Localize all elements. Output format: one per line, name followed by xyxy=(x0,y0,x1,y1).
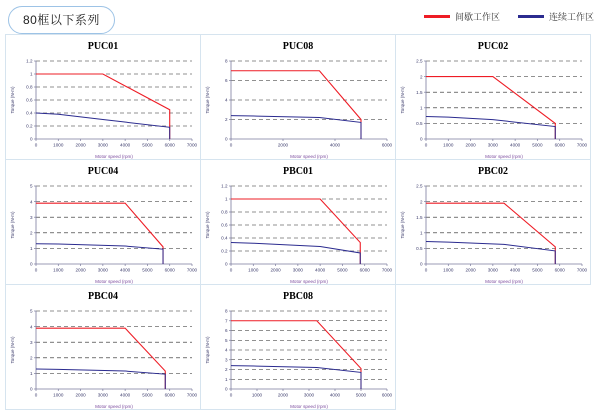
chart-plot xyxy=(201,178,397,286)
svg-text:0.5: 0.5 xyxy=(416,246,423,252)
svg-text:0: 0 xyxy=(229,142,233,148)
svg-text:0: 0 xyxy=(29,386,33,392)
svg-text:2.5: 2.5 xyxy=(416,58,423,64)
svg-text:8: 8 xyxy=(224,58,228,64)
svg-text:7000: 7000 xyxy=(381,267,393,273)
svg-text:4000: 4000 xyxy=(329,142,341,148)
svg-text:6: 6 xyxy=(224,78,228,84)
svg-text:0: 0 xyxy=(34,142,38,148)
svg-text:4: 4 xyxy=(29,199,33,205)
svg-text:Motor speed (rpm): Motor speed (rpm) xyxy=(485,279,523,284)
chart-grid xyxy=(6,34,594,409)
svg-text:1000: 1000 xyxy=(443,267,454,273)
chart-cell xyxy=(5,284,201,410)
svg-text:1: 1 xyxy=(419,230,423,236)
svg-text:4000: 4000 xyxy=(120,392,131,398)
chart-cell xyxy=(200,284,396,410)
svg-text:6000: 6000 xyxy=(164,267,175,273)
svg-text:2000: 2000 xyxy=(75,142,86,148)
svg-text:1.2: 1.2 xyxy=(221,183,228,189)
svg-text:Torque (N-m): Torque (N-m) xyxy=(205,86,210,114)
svg-text:1.5: 1.5 xyxy=(416,89,423,95)
svg-text:0.4: 0.4 xyxy=(26,110,33,116)
svg-text:2: 2 xyxy=(29,230,33,236)
svg-text:2.5: 2.5 xyxy=(416,183,423,189)
svg-text:Motor speed (rpm): Motor speed (rpm) xyxy=(290,154,328,159)
svg-text:1: 1 xyxy=(29,71,33,77)
svg-text:4000: 4000 xyxy=(315,267,326,273)
svg-text:2000: 2000 xyxy=(277,392,289,398)
svg-text:4000: 4000 xyxy=(120,142,131,148)
svg-text:0: 0 xyxy=(224,136,228,142)
svg-text:6000: 6000 xyxy=(359,267,370,273)
page-title: 80框以下系列 xyxy=(8,6,115,34)
svg-text:1000: 1000 xyxy=(251,392,263,398)
chart-title: PUC04 xyxy=(87,166,119,177)
svg-text:2000: 2000 xyxy=(75,267,86,273)
svg-text:1: 1 xyxy=(29,246,33,252)
legend-swatch-continuous xyxy=(518,15,544,18)
svg-text:1: 1 xyxy=(419,105,423,111)
svg-text:2: 2 xyxy=(419,74,423,80)
svg-text:5000: 5000 xyxy=(355,392,367,398)
svg-text:4000: 4000 xyxy=(510,142,521,148)
svg-text:3000: 3000 xyxy=(303,392,315,398)
chart-title: PBC02 xyxy=(478,166,508,177)
svg-text:0.4: 0.4 xyxy=(221,235,228,241)
svg-text:Torque (N-m): Torque (N-m) xyxy=(10,86,15,114)
svg-text:3000: 3000 xyxy=(97,267,108,273)
svg-text:3000: 3000 xyxy=(97,142,108,148)
chart-plot xyxy=(6,303,202,411)
chart-cell xyxy=(200,159,396,285)
svg-text:2: 2 xyxy=(419,199,423,205)
chart-plot xyxy=(201,303,397,411)
svg-text:Motor speed (rpm): Motor speed (rpm) xyxy=(95,279,133,284)
chart-plot xyxy=(396,53,592,161)
chart-plot xyxy=(396,178,592,286)
svg-text:Motor speed (rpm): Motor speed (rpm) xyxy=(290,404,328,409)
svg-text:0: 0 xyxy=(29,261,33,267)
svg-text:2000: 2000 xyxy=(277,142,289,148)
svg-text:1000: 1000 xyxy=(53,392,64,398)
svg-text:0: 0 xyxy=(424,267,428,273)
svg-text:2: 2 xyxy=(29,355,33,361)
chart-title: PBC08 xyxy=(283,291,313,302)
svg-text:5000: 5000 xyxy=(532,142,543,148)
svg-text:0: 0 xyxy=(424,142,428,148)
svg-text:5000: 5000 xyxy=(142,142,153,148)
svg-text:0: 0 xyxy=(419,261,423,267)
svg-text:2: 2 xyxy=(224,117,228,123)
svg-text:3000: 3000 xyxy=(292,267,303,273)
svg-text:1.5: 1.5 xyxy=(416,214,423,220)
legend-item-continuous xyxy=(518,10,594,23)
svg-text:0.6: 0.6 xyxy=(26,97,33,103)
svg-text:Motor speed (rpm): Motor speed (rpm) xyxy=(485,154,523,159)
svg-text:2000: 2000 xyxy=(465,267,476,273)
svg-text:5000: 5000 xyxy=(532,267,543,273)
svg-text:1: 1 xyxy=(29,371,33,377)
legend xyxy=(424,10,594,23)
svg-text:6000: 6000 xyxy=(554,142,565,148)
svg-text:3000: 3000 xyxy=(487,267,498,273)
legend-label-continuous: 连续工作区 xyxy=(548,12,594,22)
svg-text:0: 0 xyxy=(224,261,228,267)
svg-text:Motor speed (rpm): Motor speed (rpm) xyxy=(290,279,328,284)
svg-text:6000: 6000 xyxy=(554,267,565,273)
svg-text:0: 0 xyxy=(229,267,233,273)
svg-text:6000: 6000 xyxy=(164,142,175,148)
svg-text:6000: 6000 xyxy=(381,142,393,148)
svg-text:0.5: 0.5 xyxy=(416,121,423,127)
svg-text:6: 6 xyxy=(224,328,228,334)
svg-text:2000: 2000 xyxy=(270,267,281,273)
chart-title: PUC02 xyxy=(477,41,509,52)
chart-plot xyxy=(6,178,202,286)
svg-text:4000: 4000 xyxy=(329,392,341,398)
svg-text:0: 0 xyxy=(34,267,38,273)
legend-label-intermittent: 间歇工作区 xyxy=(454,12,500,22)
svg-text:Torque (N-m): Torque (N-m) xyxy=(400,86,405,114)
svg-text:7000: 7000 xyxy=(576,142,588,148)
svg-text:Motor speed (rpm): Motor speed (rpm) xyxy=(95,404,133,409)
svg-text:0.2: 0.2 xyxy=(221,248,228,254)
legend-item-intermittent xyxy=(424,10,500,23)
svg-text:1: 1 xyxy=(224,376,228,382)
page-header xyxy=(0,0,600,34)
svg-text:Torque (N-m): Torque (N-m) xyxy=(205,211,210,239)
chart-cell-empty xyxy=(395,284,591,410)
svg-text:3000: 3000 xyxy=(97,392,108,398)
svg-text:2: 2 xyxy=(224,367,228,373)
svg-text:6000: 6000 xyxy=(381,392,393,398)
svg-text:4: 4 xyxy=(224,347,228,353)
svg-text:0: 0 xyxy=(229,392,233,398)
svg-text:Torque (N-m): Torque (N-m) xyxy=(10,211,15,239)
svg-text:5000: 5000 xyxy=(142,392,153,398)
svg-text:0: 0 xyxy=(224,386,228,392)
chart-cell xyxy=(395,34,591,160)
svg-text:1000: 1000 xyxy=(53,142,64,148)
svg-text:7: 7 xyxy=(224,318,228,324)
svg-text:6000: 6000 xyxy=(164,392,175,398)
svg-text:0: 0 xyxy=(34,392,38,398)
svg-text:7000: 7000 xyxy=(186,142,198,148)
svg-text:0.6: 0.6 xyxy=(221,222,228,228)
svg-text:4000: 4000 xyxy=(510,267,521,273)
chart-cell xyxy=(200,34,396,160)
svg-text:1000: 1000 xyxy=(443,142,454,148)
svg-text:3: 3 xyxy=(29,339,33,345)
chart-cell xyxy=(395,159,591,285)
chart-title: PUC01 xyxy=(87,41,119,52)
svg-text:2000: 2000 xyxy=(465,142,476,148)
svg-text:0.8: 0.8 xyxy=(26,84,33,90)
svg-text:7000: 7000 xyxy=(186,267,198,273)
svg-text:1000: 1000 xyxy=(53,267,64,273)
svg-text:1000: 1000 xyxy=(248,267,259,273)
svg-text:Torque (N-m): Torque (N-m) xyxy=(10,336,15,364)
svg-text:5: 5 xyxy=(224,337,228,343)
svg-text:8: 8 xyxy=(224,308,228,314)
chart-title: PBC04 xyxy=(88,291,118,302)
chart-plot xyxy=(201,53,397,161)
svg-text:Motor speed (rpm): Motor speed (rpm) xyxy=(95,154,133,159)
chart-plot xyxy=(6,53,202,161)
svg-text:5: 5 xyxy=(29,183,33,189)
svg-text:4000: 4000 xyxy=(120,267,131,273)
svg-text:7000: 7000 xyxy=(186,392,198,398)
svg-text:0.2: 0.2 xyxy=(26,123,33,129)
svg-text:3: 3 xyxy=(29,214,33,220)
svg-text:2000: 2000 xyxy=(75,392,86,398)
svg-text:Torque (N-m): Torque (N-m) xyxy=(205,336,210,364)
chart-cell xyxy=(5,34,201,160)
svg-text:7000: 7000 xyxy=(576,267,588,273)
chart-title: PBC01 xyxy=(283,166,313,177)
legend-swatch-intermittent xyxy=(424,15,450,18)
svg-text:Torque (N-m): Torque (N-m) xyxy=(400,211,405,239)
svg-text:0: 0 xyxy=(419,136,423,142)
svg-text:0: 0 xyxy=(29,136,33,142)
chart-title: PUC08 xyxy=(282,41,314,52)
svg-text:1.2: 1.2 xyxy=(26,58,33,64)
svg-text:5000: 5000 xyxy=(337,267,348,273)
svg-text:3000: 3000 xyxy=(487,142,498,148)
svg-text:1: 1 xyxy=(224,196,228,202)
svg-text:5000: 5000 xyxy=(142,267,153,273)
svg-text:4: 4 xyxy=(29,324,33,330)
chart-cell xyxy=(5,159,201,285)
svg-text:3: 3 xyxy=(224,357,228,363)
svg-text:0.8: 0.8 xyxy=(221,209,228,215)
svg-text:5: 5 xyxy=(29,308,33,314)
svg-text:4: 4 xyxy=(224,97,228,103)
